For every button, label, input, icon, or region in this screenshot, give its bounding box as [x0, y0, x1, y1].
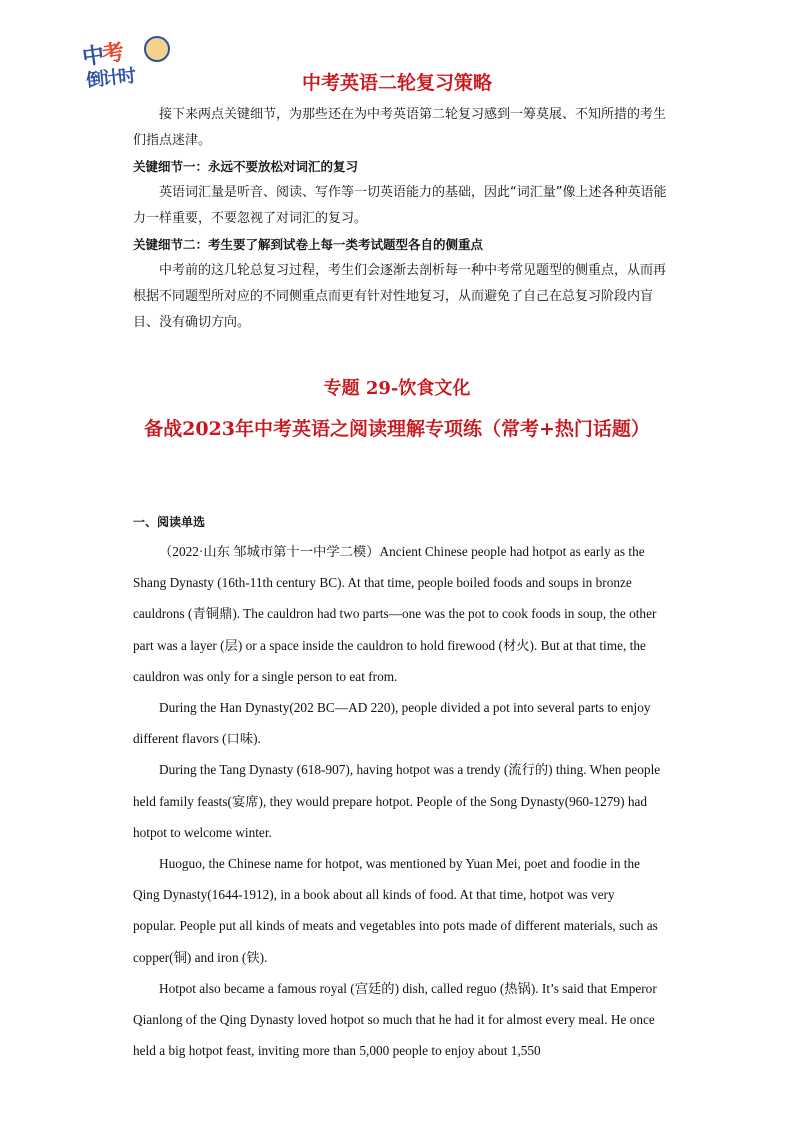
- logo-text-top: 中考: [80, 40, 124, 71]
- intro-paragraph-1: 接下来两点关键细节，为那些还在为中考英语第二轮复习感到一筹莫展、不知所措的考生们指点迷津。: [133, 107, 667, 148]
- topic-subtitle: 备战2023年中考英语之阅读理解专项练（常考+热门话题）: [144, 418, 650, 440]
- key-point-2: 关键细节二：考生要了解到试卷上每一类考试题型各自的侧重点: [133, 237, 484, 252]
- passage-paragraph-3: During the Tang Dynasty (618-907), having hotpot was a trendy (流行的) thing. When people held family feasts(宴席), they would prepare hotpot. People of the Song Dynasty(960-1279) had hotpot to welcome winter.: [133, 762, 661, 840]
- key-point-1: 关键细节一：永远不要放松对词汇的复习: [133, 159, 359, 174]
- reading-passage: [133, 536, 661, 1066]
- topic-title: 专题 29-饮食文化: [323, 378, 471, 399]
- passage-paragraph-1: （2022·山东 邹城市第十一中学二模）Ancient Chinese people had hotpot as early as the Shang Dynasty (16th-11th century BC). At that time, people boiled foods and soups in bronze cauldrons (青铜鼎). The cauldron had two parts—one was the pot to cook foods in soup, the other part was a layer (层) or a space inside the cauldron to hold firewood (材火). But at that time, the cauldron was only for a single person to eat from.: [133, 544, 657, 684]
- logo-text-bottom: 倒计时: [85, 65, 136, 92]
- section-heading: 一、阅读单选: [133, 515, 206, 529]
- intro-paragraph-2: 英语词汇量是听音、阅读、写作等一切英语能力的基础，因此“词汇量”像上述各种英语能力一样重要，不要忽视了对词汇的复习。: [133, 185, 667, 226]
- passage-paragraph-2: During the Han Dynasty(202 BC—AD 220), people divided a pot into several parts to enjoy different flavors (口味).: [133, 700, 651, 747]
- page-title: 中考英语二轮复习策略: [301, 72, 492, 94]
- passage-paragraph-4: Huoguo, the Chinese name for hotpot, was mentioned by Yuan Mei, poet and foodie in the Qing Dynasty(1644-1912), in a book about all kinds of food. At that time, hotpot was very popular. People put all kinds of meats and vegetables into pots made of different materials, such as copper(铜) and iron (铁).: [133, 856, 658, 965]
- intro-section: [133, 102, 667, 336]
- logo-mascot-icon: [144, 36, 170, 62]
- passage-paragraph-5: Hotpot also became a famous royal (宫廷的) dish, called reguo (热锅). It’s said that Emperor Qianlong of the Qing Dynasty loved hotpot so much that he had it for almost every meal. He once held a big hotpot feast, inviting more than 5,000 people to enjoy about 1,550: [133, 980, 657, 1059]
- intro-paragraph-3: 中考前的这几轮总复习过程，考生们会逐渐去剖析每一种中考常见题型的侧重点，从而再根据不同题型所对应的不同侧重点而更有针对性地复习，从而避免了自己在总复习阶段内盲目、没有确切方向。: [133, 263, 667, 330]
